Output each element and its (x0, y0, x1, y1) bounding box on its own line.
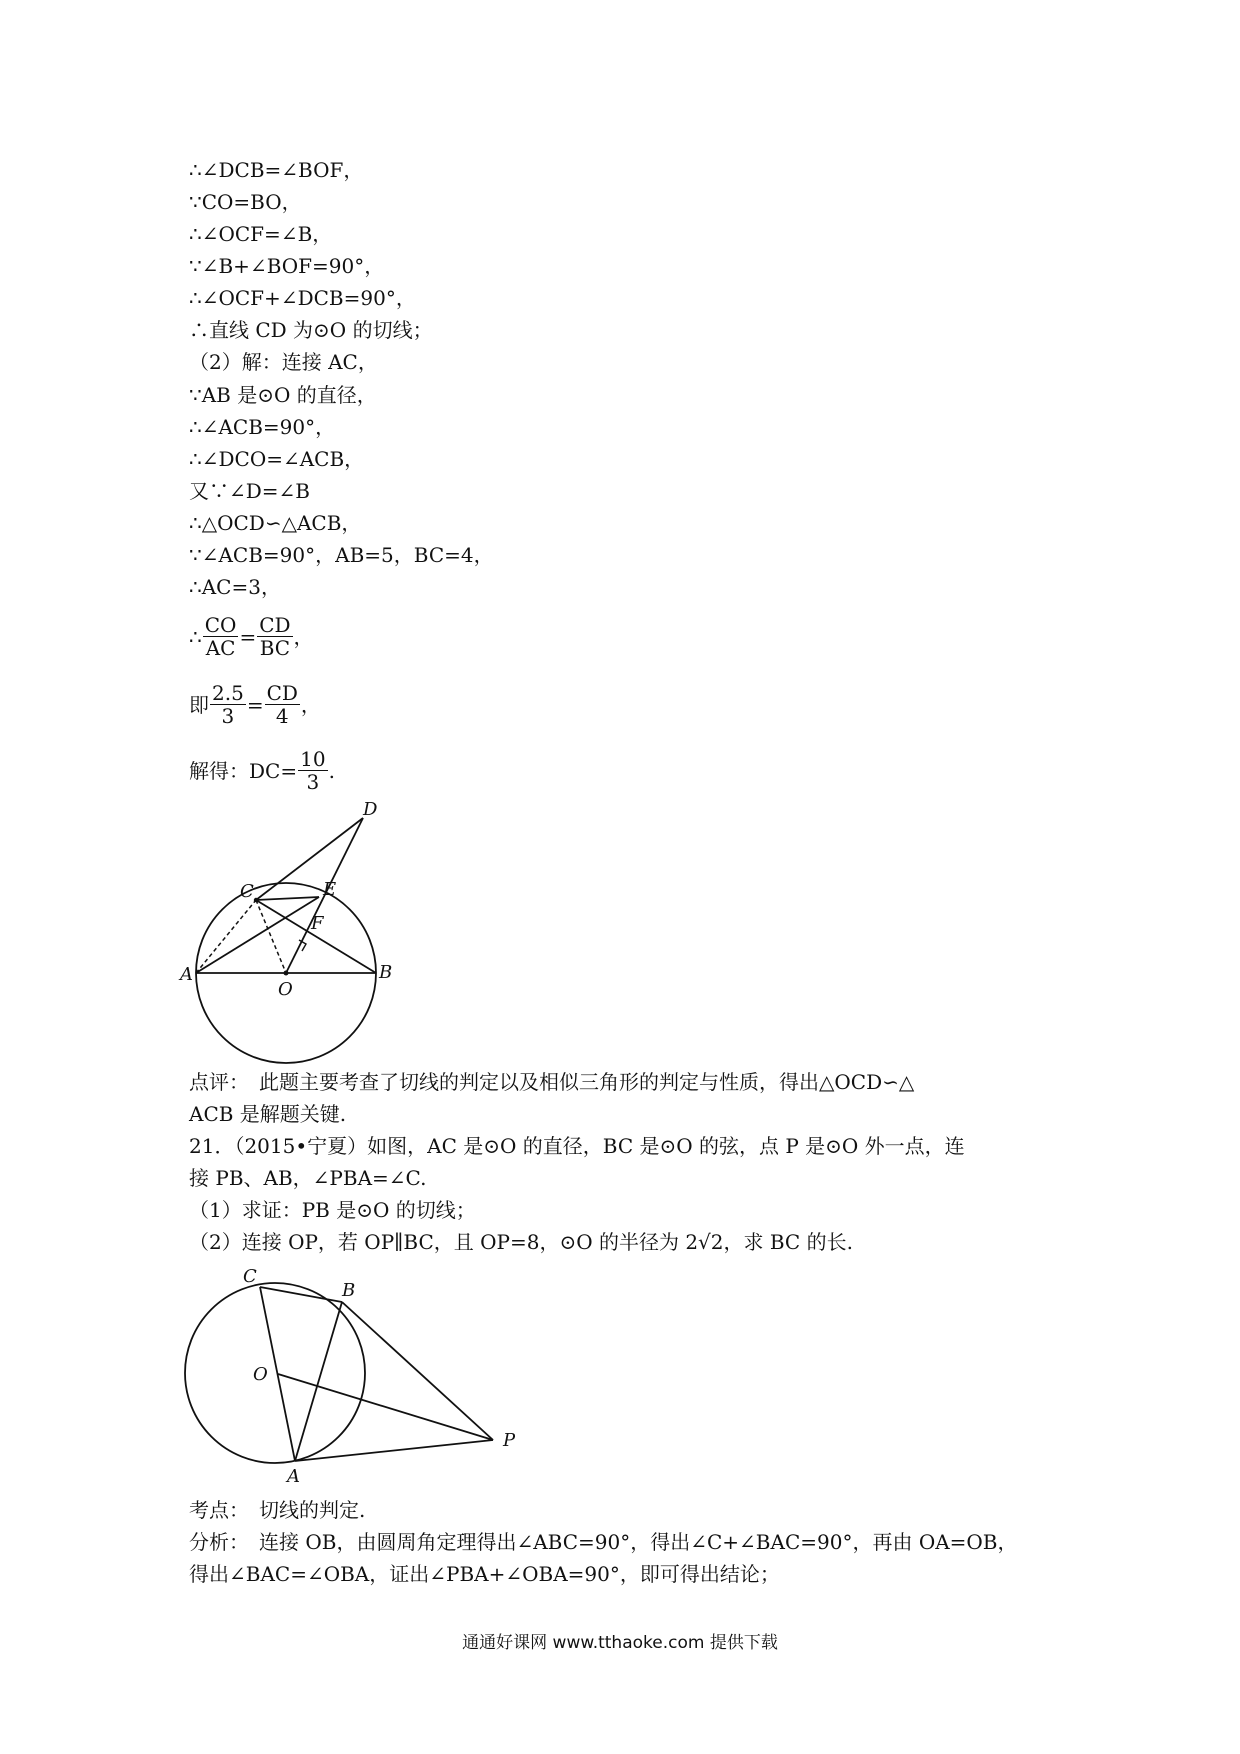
line-co-dashed (256, 900, 286, 973)
proof-line-3: ∴∠OCF=∠B， (189, 222, 333, 246)
numerator: 10 (300, 747, 326, 771)
proof-line-14: ∴AC=3， (189, 575, 281, 599)
proof-line-8: ∵AB 是⊙O 的直径， (189, 383, 377, 407)
denominator: 3 (306, 770, 320, 794)
comment-line-2: ACB 是解题关键. (189, 1102, 347, 1126)
line-ae (196, 897, 319, 973)
proof-line-10: ∴∠DCO=∠ACB， (189, 447, 365, 471)
proof-line-11: 又∵∠D=∠B (189, 479, 311, 503)
analysis-line-1: 考点： 切线的判定. (189, 1498, 366, 1522)
label-o: O (253, 1364, 268, 1385)
proof-line-5: ∴∠OCF+∠DCB=90°， (189, 286, 416, 310)
problem-line-4: （2）连接 OP，若 OP∥BC，且 OP=8，⊙O 的半径为 2√2，求 BC 的长. (189, 1230, 853, 1254)
denominator: BC (259, 636, 291, 660)
fraction-suffix: ， (300, 692, 321, 717)
fraction-prefix: 即 (189, 692, 209, 717)
numerator: 2.5 (212, 681, 244, 705)
equals-sign: = (246, 692, 264, 717)
geometry-figure-1 (180, 799, 400, 1070)
problem-line-2: 接 PB、AB，∠PBA=∠C. (189, 1166, 427, 1190)
label-f: F (311, 913, 324, 934)
denominator: AC (205, 636, 236, 660)
proof-line-7: （2）解：连接 AC， (189, 350, 378, 374)
fraction-line-3 (189, 748, 335, 793)
fraction-prefix: ∴ (189, 624, 202, 649)
proof-line-6: ∴直线 CD 为⊙O 的切线； (189, 318, 433, 342)
proof-line-12: ∴△OCD∽△ACB， (189, 511, 362, 535)
problem-line-1: 21．（2015•宁夏）如图，AC 是⊙O 的直径，BC 是⊙O 的弦，点 P 是⊙O 外一点，连 (189, 1134, 965, 1158)
denominator: 3 (221, 704, 235, 728)
label-a: A (180, 964, 193, 985)
label-d: D (363, 799, 378, 820)
label-b: B (379, 962, 393, 983)
fraction-line-1 (189, 614, 314, 659)
proof-line-9: ∴∠ACB=90°， (189, 415, 336, 439)
analysis-line-2: 分析： 连接 OB，由圆周角定理得出∠ABC=90°，得出∠C+∠BAC=90°，再由 OA=OB， (189, 1530, 1018, 1554)
center-point (284, 971, 289, 976)
line-ap (295, 1440, 493, 1461)
denominator: 4 (275, 704, 289, 728)
page-footer: 通通好课网 www.tthaoke.com 提供下载 (462, 1633, 778, 1653)
problem-line-3: （1）求证：PB 是⊙O 的切线； (189, 1198, 476, 1222)
label-b: B (342, 1280, 356, 1301)
label-e: E (323, 879, 337, 900)
comment-line-1: 点评： 此题主要考查了切线的判定以及相似三角形的判定与性质，得出△OCD∽△ (189, 1070, 915, 1094)
fraction-suffix: . (328, 758, 335, 783)
line-ce (256, 897, 319, 900)
fraction-prefix: 解得：DC= (189, 758, 298, 783)
line-cd (256, 818, 363, 900)
point-c (254, 898, 258, 902)
label-c: C (240, 881, 254, 902)
fraction-line-2 (189, 682, 321, 727)
proof-line-2: ∵CO=BO， (189, 190, 302, 214)
proof-line-1: ∴∠DCB=∠BOF， (189, 158, 364, 182)
line-ac-dashed (196, 900, 256, 973)
label-p: P (503, 1430, 516, 1451)
label-o: O (278, 979, 293, 1000)
equals-sign: = (239, 624, 257, 649)
numerator: CD (266, 681, 298, 705)
numerator: CD (259, 613, 291, 637)
geometry-figure-2 (185, 1266, 525, 1487)
numerator: CO (204, 613, 237, 637)
proof-line-4: ∵∠B+∠BOF=90°， (189, 254, 385, 278)
analysis-line-3: 得出∠BAC=∠OBA，证出∠PBA+∠OBA=90°，即可得出结论； (189, 1562, 780, 1586)
label-c: C (243, 1266, 257, 1287)
fraction-suffix: ， (293, 624, 314, 649)
label-a: A (287, 1466, 300, 1487)
proof-line-13: ∵∠ACB=90°，AB=5，BC=4， (189, 543, 494, 567)
circle-o (185, 1283, 365, 1463)
chord-cb (260, 1287, 342, 1302)
